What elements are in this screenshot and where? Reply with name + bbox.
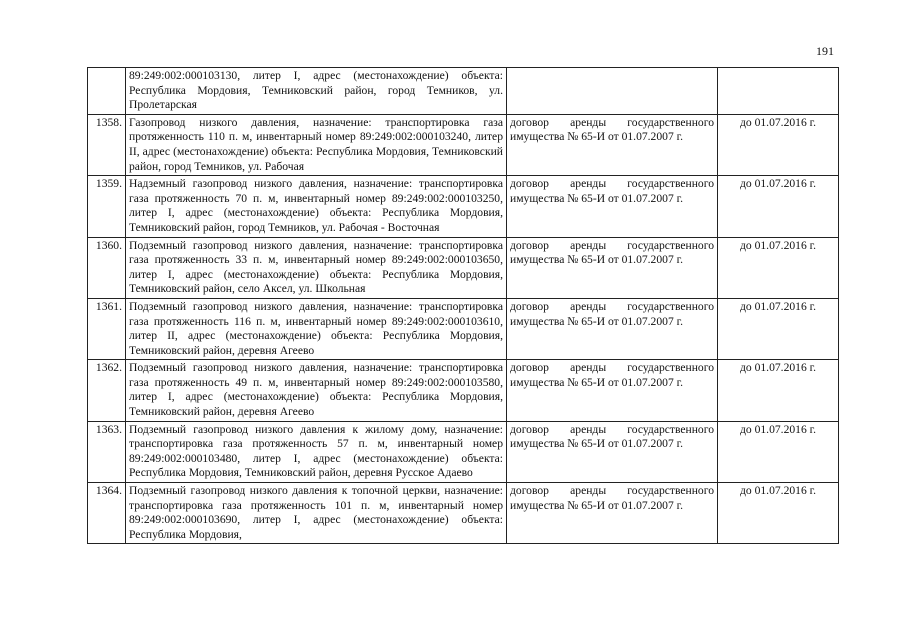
lease-term: до 01.07.2016 г. xyxy=(718,483,839,544)
table-row xyxy=(88,176,839,237)
lease-basis: договор аренды государственного имущества № 65-И от 01.07.2007 г. xyxy=(507,298,718,359)
lease-basis: договор аренды государственного имущества № 65-И от 01.07.2007 г. xyxy=(507,237,718,298)
object-description: Подземный газопровод низкого давления к топочной церкви, назначение: транспортировка газа протяженность 101 п. м, инвентарный номер 89:249:002:000103690, литер I, адрес (местонахождение) объекта: Республика Мордовия, xyxy=(126,483,507,544)
lease-term: до 01.07.2016 г. xyxy=(718,176,839,237)
table-body xyxy=(88,68,839,544)
row-number: 1360. xyxy=(88,237,126,298)
table-row xyxy=(88,68,839,115)
page-number: 191 xyxy=(816,44,834,58)
table-row xyxy=(88,298,839,359)
lease-term: до 01.07.2016 г. xyxy=(718,360,839,421)
table-row xyxy=(88,483,839,544)
object-description: Подземный газопровод низкого давления, назначение: транспортировка газа протяженность 33 п. м, инвентарный номер 89:249:002:000103650, литер I, адрес (местонахождение) объекта: Республика Мордовия, Темниковский район, село Аксел, ул. Школьная xyxy=(126,237,507,298)
property-registry-table xyxy=(87,67,839,544)
lease-term: до 01.07.2016 г. xyxy=(718,298,839,359)
lease-term xyxy=(718,68,839,115)
row-number xyxy=(88,68,126,115)
row-number: 1358. xyxy=(88,114,126,175)
object-description: 89:249:002:000103130, литер I, адрес (местонахождение) объекта: Республика Мордовия, Темниковский район, город Темников, ул. Пролетарская xyxy=(126,68,507,115)
lease-term: до 01.07.2016 г. xyxy=(718,421,839,482)
lease-term: до 01.07.2016 г. xyxy=(718,237,839,298)
lease-basis: договор аренды государственного имущества № 65-И от 01.07.2007 г. xyxy=(507,360,718,421)
object-description: Подземный газопровод низкого давления к жилому дому, назначение: транспортировка газа протяженность 57 п. м, инвентарный номер 89:249:002:000103480, литер I, адрес (местонахождение) объекта: Республика Мордовия, Темниковский район, деревня Русское Адаево xyxy=(126,421,507,482)
lease-basis: договор аренды государственного имущества № 65-И от 01.07.2007 г. xyxy=(507,114,718,175)
lease-basis xyxy=(507,68,718,115)
row-number: 1359. xyxy=(88,176,126,237)
lease-term: до 01.07.2016 г. xyxy=(718,114,839,175)
object-description: Надземный газопровод низкого давления, назначение: транспортировка газа протяженность 70 п. м, инвентарный номер 89:249:002:000103250, литер I, адрес (местонахождение) объекта: Республика Мордовия, Темниковский район, город Темников, ул. Рабочая - Восточная xyxy=(126,176,507,237)
row-number: 1364. xyxy=(88,483,126,544)
lease-basis: договор аренды государственного имущества № 65-И от 01.07.2007 г. xyxy=(507,483,718,544)
table-row xyxy=(88,237,839,298)
lease-basis: договор аренды государственного имущества № 65-И от 01.07.2007 г. xyxy=(507,421,718,482)
row-number: 1362. xyxy=(88,360,126,421)
object-description: Газопровод низкого давления, назначение: транспортировка газа протяженность 110 п. м, инвентарный номер 89:249:002:000103240, литер II, адрес (местонахождение) объекта: Республика Мордовия, Темниковский район, город Темников, ул. Рабочая xyxy=(126,114,507,175)
object-description: Подземный газопровод низкого давления, назначение: транспортировка газа протяженность 116 п. м, инвентарный номер 89:249:002:000103610, литер II, адрес (местонахождение) объекта: Республика Мордовия, Темниковский район, деревня Агеево xyxy=(126,298,507,359)
row-number: 1361. xyxy=(88,298,126,359)
table-row xyxy=(88,360,839,421)
lease-basis: договор аренды государственного имущества № 65-И от 01.07.2007 г. xyxy=(507,176,718,237)
table-row xyxy=(88,114,839,175)
object-description: Подземный газопровод низкого давления, назначение: транспортировка газа протяженность 49 п. м, инвентарный номер 89:249:002:000103580, литер I, адрес (местонахождение) объекта: Республика Мордовия, Темниковский район, деревня Агеево xyxy=(126,360,507,421)
table-row xyxy=(88,421,839,482)
row-number: 1363. xyxy=(88,421,126,482)
